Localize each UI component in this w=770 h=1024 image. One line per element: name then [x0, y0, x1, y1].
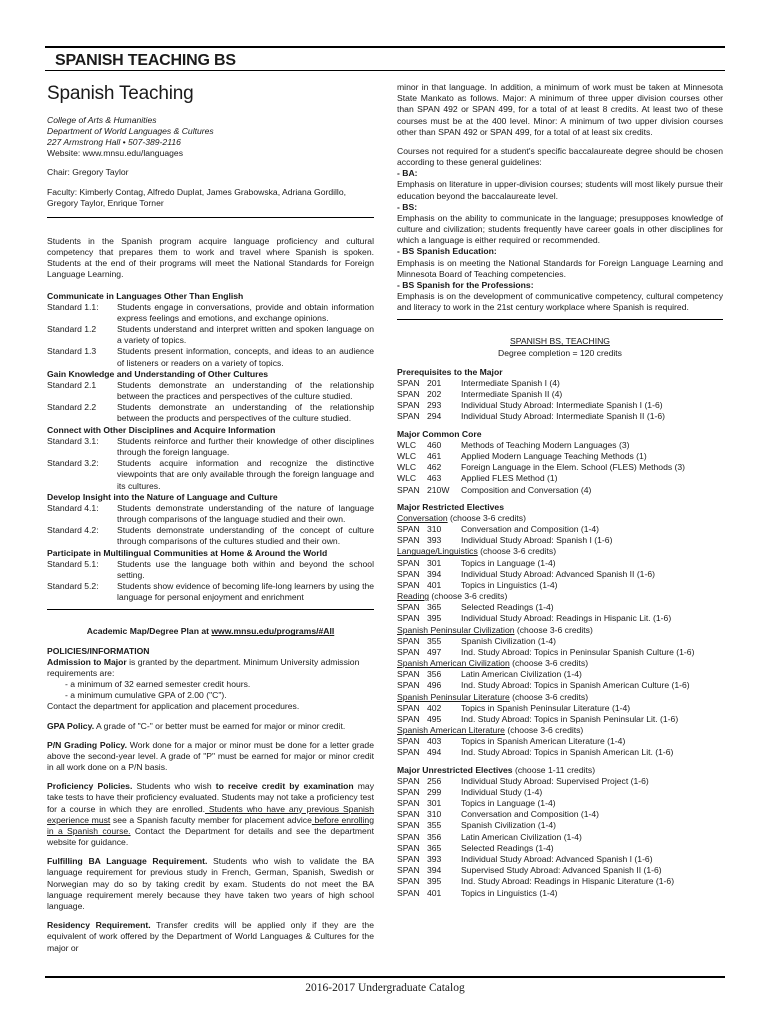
standard-code: Standard 4.2:	[47, 525, 99, 536]
course-number: 310	[427, 524, 442, 535]
course-dept: SPAN	[397, 579, 420, 590]
standard-text: Students engage in conversations, provide and obtain information express feelings and emotions, and exchange opinions.	[117, 301, 374, 323]
course-title: Supervised Study Abroad: Advanced Spanish II (1-6)	[461, 865, 662, 876]
degree-title: SPANISH BS, TEACHING	[510, 336, 610, 347]
elective-group-note: (choose 3-6 credits)	[447, 512, 526, 523]
course-title: Individual Study Abroad: Intermediate Spanish I (1-6)	[461, 400, 663, 411]
course-title: Individual Study Abroad: Spanish I (1-6)	[461, 535, 613, 546]
course-dept: SPAN	[397, 713, 420, 724]
right-column	[397, 82, 723, 899]
elective-group-name: Spanish American Literature	[397, 725, 505, 736]
course-title: Topics in Spanish American Literature (1-4)	[461, 736, 626, 747]
course-number: 494	[427, 747, 442, 758]
course-dept: SPAN	[397, 411, 420, 422]
standard-code: Standard 2.1	[47, 379, 97, 390]
course-number: 496	[427, 680, 442, 691]
course-number: 356	[427, 669, 442, 680]
college-name: College of Arts & Humanities	[47, 114, 157, 125]
course-dept: WLC	[397, 473, 417, 484]
residency-text: Transfer credits will be applied only if they are the equivalent of work offered by the Department of World Languages & Cultures for the major or	[47, 920, 374, 953]
course-dept: SPAN	[397, 680, 420, 691]
course-row	[397, 820, 723, 831]
course-row	[397, 647, 723, 658]
elective-group-heading	[397, 625, 723, 636]
course-dept: SPAN	[397, 669, 420, 680]
course-row	[397, 843, 723, 854]
course-number: 495	[427, 713, 442, 724]
divider	[47, 217, 374, 218]
course-title: Topics in Spanish Peninsular Literature (1-4)	[461, 702, 631, 713]
standard-row	[47, 503, 374, 525]
proficiency-bold: to receive credit by examination	[215, 781, 354, 792]
admission-bullet: - a minimum cumulative GPA of 2.00 ("C").	[65, 690, 227, 701]
course-row	[397, 462, 723, 473]
course-dept: SPAN	[397, 635, 420, 646]
course-row	[397, 747, 723, 758]
elective-group-name: Spanish Peninsular Civilization	[397, 624, 515, 635]
course-number: 294	[427, 411, 442, 422]
degree-completion: Degree completion = 120 credits	[498, 347, 622, 358]
gpa-label: GPA Policy.	[47, 720, 95, 731]
course-dept: WLC	[397, 450, 417, 461]
course-number: 310	[427, 809, 442, 820]
academic-map-link[interactable]: www.mnsu.edu/programs/#All	[211, 626, 335, 637]
guideline-text: Emphasis is on the development of communicative competency, cultural competency and literacy to work in the 21st century workplace where Spanish is required.	[397, 291, 723, 313]
course-dept: SPAN	[397, 842, 420, 853]
academic-map-line	[47, 626, 374, 637]
elective-group-name: Spanish American Civilization	[397, 658, 510, 669]
course-row	[397, 787, 723, 798]
standard-row	[47, 581, 374, 603]
course-title: Individual Study Abroad: Intermediate Spanish II (1-6)	[461, 411, 665, 422]
standard-code: Standard 1.1:	[47, 301, 99, 312]
course-dept: SPAN	[397, 400, 420, 411]
course-dept: SPAN	[397, 389, 420, 400]
elective-group-note: (choose 3-6 credits)	[429, 591, 508, 602]
course-dept: SPAN	[397, 702, 420, 713]
course-dept: SPAN	[397, 865, 420, 876]
course-number: 256	[427, 775, 442, 786]
course-title: Individual Study Abroad: Readings in Hispanic Lit. (1-6)	[461, 613, 672, 624]
standards-heading: Gain Knowledge and Understanding of Other Cultures	[47, 368, 269, 379]
elective-group-name: Language/Linguistics	[397, 546, 478, 557]
course-number: 497	[427, 646, 442, 657]
divider	[397, 319, 723, 320]
admission-label: Admission to Major	[47, 656, 127, 667]
header-rule	[45, 70, 725, 71]
course-number: 393	[427, 535, 442, 546]
course-number: 355	[427, 635, 442, 646]
course-row	[397, 680, 723, 691]
course-title: Latin American Civilization (1-4)	[461, 669, 582, 680]
academic-map-label: Academic Map/Degree Plan at	[86, 626, 212, 637]
course-title: Applied FLES Method (1)	[461, 473, 558, 484]
course-row	[397, 865, 723, 876]
course-title: Topics in Linguistics (1-4)	[461, 887, 558, 898]
course-title: Composition and Conversation (4)	[461, 484, 592, 495]
course-number: 356	[427, 831, 442, 842]
course-number: 401	[427, 579, 442, 590]
standard-row	[47, 559, 374, 581]
unrestricted-list	[397, 776, 723, 899]
page-header-title: SPANISH TEACHING BS	[55, 52, 236, 69]
standard-text: Students acquire information and recognize the distinctive viewpoints that are only available through the foreign language and its cultures.	[117, 458, 374, 491]
prereq-list	[397, 378, 723, 423]
core-heading: Major Common Core	[397, 428, 482, 439]
course-dept: SPAN	[397, 854, 420, 864]
unrestricted-heading: Major Unrestricted Electives	[397, 764, 513, 775]
course-number: 394	[427, 865, 442, 876]
course-row	[397, 440, 723, 451]
intro-paragraph: Students in the Spanish program acquire language proficiency and cultural competency that prepares them to work and travel where Spanish is spoken. Students at the end of their programs will meet the National Standards for Foreign Language Learning.	[47, 235, 374, 280]
standard-text: Students use the language both within and beyond the school setting.	[117, 558, 374, 580]
admission-bullet: - a minimum of 32 earned semester credit hours.	[65, 679, 251, 690]
catalog-footer: 2016-2017 Undergraduate Catalog	[305, 982, 465, 994]
course-row	[397, 389, 723, 400]
elective-group-heading	[397, 658, 723, 669]
department-website: Website: www.mnsu.edu/languages	[47, 148, 183, 159]
divider	[47, 609, 374, 610]
elective-group-name: Spanish Peninsular Literature	[397, 691, 510, 702]
elective-group-note: (choose 3-6 credits)	[509, 691, 589, 702]
guideline-text: Emphasis on literature in upper-division courses; students will most likely pursue their education beyond the baccalaureate level.	[397, 179, 723, 201]
course-dept: SPAN	[397, 568, 420, 579]
course-row	[397, 613, 723, 624]
proficiency-text: Students who wish	[132, 781, 216, 792]
course-dept: WLC	[397, 462, 417, 473]
course-number: 395	[427, 876, 442, 887]
standard-row	[47, 324, 374, 346]
course-number: 402	[427, 702, 442, 713]
proficiency-text: may take tests to have their proficiency evaluated. Students may not take a proficiency test for a course in which they are enrolled.	[47, 781, 374, 814]
guideline-label: - BA:	[397, 168, 418, 179]
proficiency-policy	[47, 781, 374, 848]
course-row	[397, 703, 723, 714]
standard-code: Standard 4.1:	[47, 502, 99, 513]
policies-heading: POLICIES/INFORMATION	[47, 645, 150, 656]
proficiency-underline: before enrolling in a Spanish course.	[47, 814, 374, 836]
faculty-line: Faculty: Kimberly Contag, Alfredo Duplat, James Grabowska, Adriana Gordillo, Gregory Taylor, Enrique Torner	[47, 186, 347, 208]
course-dept: SPAN	[397, 809, 420, 820]
admission-text: is granted by the department. Minimum University admission requirements are:	[47, 656, 360, 678]
standards-heading: Communicate in Languages Other Than English	[47, 290, 244, 301]
course-title: Ind. Study Abroad: Topics in Spanish Peninsular Lit. (1-6)	[461, 713, 679, 724]
course-row	[397, 714, 723, 725]
course-title: Topics in Language (1-4)	[461, 557, 556, 568]
course-row	[397, 473, 723, 484]
course-row	[397, 832, 723, 843]
course-number: 462	[427, 462, 442, 473]
proficiency-text: Contact the Department for details and see the department website for guidance.	[47, 825, 374, 848]
course-dept: SPAN	[397, 798, 420, 809]
standard-code: Standard 1.2	[47, 324, 97, 335]
proficiency-label: Proficiency Policies.	[47, 781, 133, 792]
course-number: 463	[427, 473, 442, 484]
residency-label: Residency Requirement.	[47, 920, 151, 931]
ba-language-label: Fulfilling BA Language Requirement.	[47, 856, 208, 867]
course-title: Methods of Teaching Modern Languages (3)	[461, 439, 630, 450]
course-dept: SPAN	[397, 747, 420, 758]
standard-text: Students present information, concepts, and ideas to an audience of listeners or readers on a variety of topics.	[117, 346, 374, 368]
standard-row	[47, 458, 374, 492]
course-dept: SPAN	[397, 535, 420, 546]
standard-text: Students demonstrate an understanding of the relationship between the products and perspectives of the culture studied.	[117, 402, 374, 424]
course-row	[397, 451, 723, 462]
course-number: 201	[427, 377, 442, 388]
course-number: 202	[427, 389, 442, 400]
footer-rule	[45, 976, 725, 978]
course-dept: SPAN	[397, 557, 420, 568]
core-list	[397, 440, 723, 496]
program-title: Spanish Teaching	[47, 83, 194, 104]
course-title: Individual Study (1-4)	[461, 786, 543, 797]
course-title: Spanish Civilization (1-4)	[461, 635, 557, 646]
course-number: 301	[427, 557, 442, 568]
standard-row	[47, 380, 374, 402]
course-row	[397, 535, 723, 546]
standard-code: Standard 1.3	[47, 346, 97, 357]
course-title: Intermediate Spanish I (4)	[461, 377, 560, 388]
course-dept: SPAN	[397, 831, 420, 842]
guideline-label: - BS Spanish Education:	[397, 246, 497, 257]
course-row	[397, 636, 723, 647]
course-number: 365	[427, 602, 442, 613]
unrestricted-heading-line	[397, 765, 723, 776]
course-number: 461	[427, 450, 442, 461]
course-row	[397, 809, 723, 820]
standard-text: Students demonstrate understanding of the nature of language through comparisons of the language studied and their own.	[117, 502, 374, 525]
elective-group-note: (choose 3-6 credits)	[509, 658, 589, 669]
course-row	[397, 400, 723, 411]
elective-group-heading	[397, 692, 723, 703]
top-rule	[45, 46, 725, 48]
elective-group-note: (choose 3-6 credits)	[514, 624, 593, 635]
standard-code: Standard 5.2:	[47, 581, 99, 592]
chair-line: Chair: Gregory Taylor	[47, 167, 129, 178]
course-title: Latin American Civilization (1-4)	[461, 831, 582, 842]
elective-group-heading	[397, 546, 723, 557]
course-title: Topics in Linguistics (1-4)	[461, 579, 558, 590]
course-dept: SPAN	[397, 613, 420, 624]
course-title: Conversation and Composition (1-4)	[461, 809, 600, 820]
admission-paragraph	[47, 657, 374, 679]
course-number: 460	[427, 439, 442, 450]
course-row	[397, 669, 723, 680]
standards-heading: Participate in Multilingual Communities at Home & Around the World	[47, 547, 328, 558]
elective-group-note: (choose 3-6 credits)	[504, 725, 584, 736]
standard-code: Standard 5.1:	[47, 558, 99, 569]
course-number: 299	[427, 786, 442, 797]
course-dept: SPAN	[397, 887, 420, 898]
course-row	[397, 558, 723, 569]
guidelines-list	[397, 168, 723, 313]
pn-policy	[47, 740, 374, 774]
restricted-list	[397, 513, 723, 759]
guideline-text: Emphasis on the ability to communicate in the language; presupposes knowledge of culture and civilization; students frequently have career goals in other disciplines for which a language is either required or recommended.	[397, 212, 723, 246]
course-title: Spanish Civilization (1-4)	[461, 820, 557, 831]
prereq-heading: Prerequisites to the Major	[397, 366, 503, 377]
course-dept: SPAN	[397, 646, 420, 657]
restricted-heading: Major Restricted Electives	[397, 501, 504, 512]
course-number: 365	[427, 842, 442, 853]
elective-group-heading	[397, 513, 723, 524]
proficiency-underline: Students who have any previous Spanish experience must	[47, 803, 375, 825]
course-title: Applied Modern Language Teaching Methods (1)	[461, 450, 647, 461]
course-number: 393	[427, 854, 442, 864]
standard-text: Students understand and interpret written and spoken language on a variety of topics.	[117, 324, 374, 346]
course-title: Topics in Language (1-4)	[461, 798, 556, 809]
course-row	[397, 876, 723, 887]
not-required-paragraph: Courses not required for a student's specific baccalaureate degree should be chosen according to these general guidelines:	[397, 145, 723, 168]
guideline-label: - BS:	[397, 201, 418, 212]
standard-code: Standard 2.2	[47, 402, 97, 413]
course-title: Selected Readings (1-4)	[461, 602, 554, 613]
course-number: 355	[427, 820, 442, 831]
pn-label: P/N Grading Policy.	[47, 739, 127, 750]
course-dept: SPAN	[397, 775, 420, 786]
elective-group-name: Reading	[397, 591, 430, 602]
residency-continued: minor in that language. In addition, a minimum of work must be taken at Minnesota State Mankato as follows. Major: A minimum of three upper division courses other than SPAN 492 or SPAN 499, for a total of at least 8 credits. At least two of these courses must be at the 400 level. Minor: A minimum of two upper division courses other than SPAN 492 or SPAN 499, for a total of at least six credits.	[397, 82, 723, 137]
course-title: Ind. Study Abroad: Topics in Spanish American Culture (1-6)	[461, 680, 690, 691]
elective-group-note: (choose 3-6 credits)	[477, 546, 557, 557]
course-row	[397, 602, 723, 613]
standards-heading: Develop Insight into the Nature of Language and Culture	[47, 491, 278, 502]
guideline-label: - BS Spanish for the Professions:	[397, 279, 534, 290]
gpa-text: A grade of "C-" or better must be earned for major or minor credit.	[94, 720, 346, 731]
standard-text: Students demonstrate an understanding of the relationship between the practices and perspectives of the culture studied.	[117, 379, 374, 402]
course-row	[397, 569, 723, 580]
elective-group-name: Conversation	[397, 512, 448, 523]
admission-contact: Contact the department for application and placement procedures.	[47, 701, 300, 712]
course-title: Individual Study Abroad: Supervised Project (1-6)	[461, 775, 649, 786]
course-title: Individual Study Abroad: Advanced Spanish II (1-6)	[461, 568, 655, 579]
standard-row	[47, 525, 374, 547]
course-dept: SPAN	[397, 786, 420, 797]
course-row	[397, 736, 723, 747]
course-title: Ind. Study Abroad: Topics in Peninsular Spanish Culture (1-6)	[461, 646, 695, 657]
course-dept: SPAN	[397, 820, 420, 831]
department-address: 227 Armstrong Hall • 507-389-2116	[47, 137, 181, 148]
proficiency-text: see a Spanish faculty member for placement advice	[110, 814, 312, 825]
course-row	[397, 776, 723, 787]
standard-row	[47, 346, 374, 368]
standard-row	[47, 436, 374, 458]
course-dept: SPAN	[397, 602, 420, 613]
guideline-text: Emphasis is on meeting the National Standards for Foreign Language Learning and Minnesota Board of Teaching competencies.	[397, 257, 723, 279]
course-row	[397, 411, 723, 422]
department-name: Department of World Languages & Cultures	[47, 125, 214, 136]
elective-group-heading	[397, 725, 723, 736]
standard-text: Students reinforce and further their knowledge of other disciplines through the foreign language.	[117, 435, 374, 457]
standard-code: Standard 3.2:	[47, 458, 99, 469]
course-number: 401	[427, 887, 442, 898]
standard-row	[47, 302, 374, 324]
left-column	[47, 82, 374, 954]
course-title: Ind. Study Abroad: Topics in Spanish American Lit. (1-6)	[461, 747, 674, 758]
course-title: Conversation and Composition (1-4)	[461, 524, 600, 535]
standards-heading: Connect with Other Disciplines and Acquire Information	[47, 424, 276, 435]
course-title: Intermediate Spanish II (4)	[461, 389, 563, 400]
standard-text: Students demonstrate understanding of the concept of culture through comparisons of the cultures studied and their own.	[117, 525, 374, 547]
course-row	[397, 888, 723, 899]
course-row	[397, 580, 723, 591]
course-number: 403	[427, 736, 442, 747]
residency-policy	[47, 920, 374, 954]
course-title: Ind. Study Abroad: Readings in Hispanic Literature (1-6)	[461, 876, 675, 887]
course-number: 395	[427, 613, 442, 624]
standards-list	[47, 291, 374, 604]
course-title: Selected Readings (1-4)	[461, 842, 554, 853]
course-dept: SPAN	[397, 876, 420, 887]
course-dept: SPAN	[397, 377, 420, 388]
course-dept: SPAN	[397, 484, 420, 495]
course-row	[397, 378, 723, 389]
course-title: Individual Study Abroad: Advanced Spanish I (1-6)	[461, 854, 653, 864]
course-title: Foreign Language in the Elem. School (FLES) Methods (3)	[461, 462, 686, 473]
standard-row	[47, 402, 374, 424]
course-row	[397, 854, 723, 865]
course-dept: WLC	[397, 439, 417, 450]
course-number: 301	[427, 798, 442, 809]
course-row	[397, 524, 723, 535]
course-row	[397, 798, 723, 809]
course-number: 293	[427, 400, 442, 411]
course-dept: SPAN	[397, 524, 420, 535]
ba-language-policy	[47, 856, 374, 912]
pn-text: Work done for a major or minor must be done for a letter grade above the second-year level. A grade of "P" must be earned for major or minor credit in all work done on a P/N basis.	[47, 739, 374, 773]
standard-text: Students show evidence of becoming life-long learners by using the language for personal enjoyment and enrichment	[117, 581, 375, 603]
course-row	[397, 485, 723, 496]
elective-group-heading	[397, 591, 723, 602]
standard-code: Standard 3.1:	[47, 435, 99, 446]
gpa-policy	[47, 721, 374, 732]
course-dept: SPAN	[397, 736, 420, 747]
unrestricted-note: (choose 1-11 credits)	[512, 764, 596, 775]
course-number: 394	[427, 568, 442, 579]
course-number: 210W	[427, 484, 450, 495]
ba-language-text: Students who wish to validate the BA language requirement for previous study in French, German, Spanish, Swedish or Norwegian may do so by taking credit by exam. Students do not meet the BA language requirement merely because they have taken two years of high school language.	[47, 856, 374, 911]
